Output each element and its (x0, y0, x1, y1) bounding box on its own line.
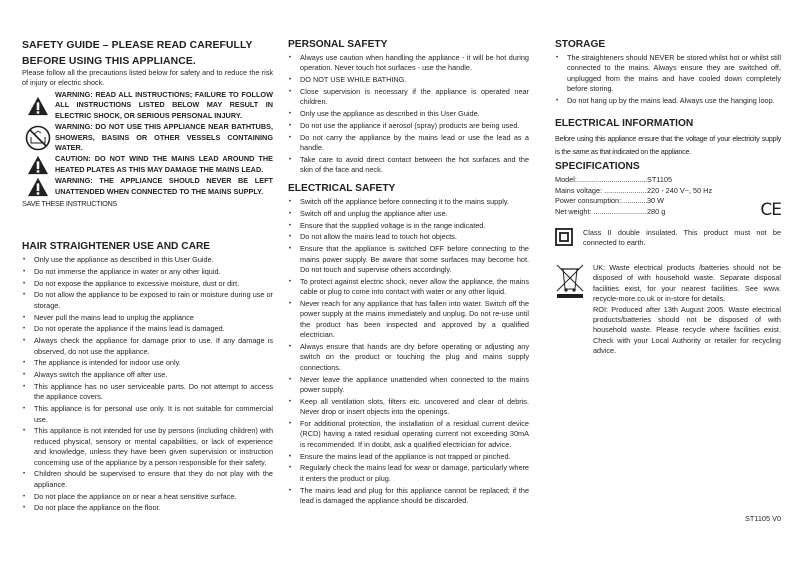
list-item: • This appliance is for personal use only. It is not suitable for commercial use. (22, 404, 273, 425)
list-item: • Never leave the appliance unattended when connected to the mains power supply. (288, 375, 529, 396)
list-item: • DO NOT USE WHILE BATHING. (288, 75, 529, 85)
section-heading: SPECIFICATIONS (555, 161, 640, 172)
warning-text: WARNING: READ ALL INSTRUCTIONS; FAILURE TO FOLLOW ALL INSTRUCTIONS LISTED BELOW MAY RESULT IN ELECTRIC SHOCK, OR SERIOUS PERSONAL INJURY. (55, 90, 273, 120)
spec-label: Power consumption: ..... (555, 196, 647, 207)
spec-row (555, 175, 781, 186)
use-care-section (22, 240, 273, 515)
list-item: • Always switch the appliance off after use. (22, 370, 273, 380)
spec-row (555, 207, 781, 218)
class-ii-note (555, 228, 781, 251)
list-item: • Ensure that the supplied voltage is in the range indicated. (288, 221, 529, 231)
bullet-list (555, 53, 781, 106)
list-item: • Only use the appliance as described in this User Guide. (22, 255, 273, 265)
list-item: • Close supervision is necessary if the appliance is operated near children. (288, 87, 529, 108)
list-item: • Always use caution when handling the appliance - it will be hot during operation. Never touch hot surfaces - use the handle. (288, 53, 529, 74)
no-water-icon (22, 125, 54, 151)
list-item: • Always check the appliance for damage prior to use. If any damage is observed, do not use the appliance. (22, 336, 273, 357)
list-item: • The appliance is intended for indoor use only. (22, 358, 273, 368)
warning-text: WARNING: DO NOT USE THIS APPLIANCE NEAR BATHTUBS, SHOWERS, BASINS OR OTHER VESSELS CONTAINING WATER. (55, 122, 273, 153)
list-item: • Always ensure that hands are dry before operating or adjusting any switch on the product or touching the plug and mains supply connections. (288, 342, 529, 373)
intro-text: Please follow all the precautions listed below for safety and to reduce the risk of injury or electric shock. (22, 68, 273, 88)
list-item: • Children should be supervised to ensure that they do not play with the appliance. (22, 469, 273, 490)
warning-triangle-icon (22, 155, 54, 175)
warning-item (22, 90, 273, 121)
personal-safety-section (288, 38, 529, 177)
spec-value: 280 g (647, 206, 666, 216)
list-item: • The mains lead and plug for this appliance cannot be replaced; if the lead is damaged the appliance should be discarded. (288, 486, 529, 507)
warning-item (22, 176, 273, 197)
bullet-list (288, 53, 529, 176)
electrical-info-section (555, 117, 781, 158)
list-item: • Do not expose the appliance to excessive moisture, dust or dirt. (22, 279, 273, 289)
section-heading: STORAGE (555, 39, 606, 50)
list-item: • Switch off the appliance before connecting it to the mains supply. (288, 197, 529, 207)
list-item: • Do not allow the mains lead to touch hot objects. (288, 232, 529, 242)
list-item: • Switch off and unplug the appliance after use. (288, 209, 529, 219)
section-heading: PERSONAL SAFETY (288, 39, 388, 50)
ce-mark-icon: CE (760, 200, 781, 220)
crossed-bin-icon (555, 263, 593, 304)
electrical-safety-section (288, 182, 529, 508)
list-item: • Do not operate the appliance if the mains lead is damaged. (22, 324, 273, 334)
list-item: • Ensure that the appliance is switched OFF before connecting to the mains power supply. Be aware that some surfaces may become hot. Do not touch and supervise others accordingly. (288, 244, 529, 275)
storage-section (555, 38, 781, 108)
list-item: • Do not allow the appliance to be exposed to rain or moisture during use or storage. (22, 290, 273, 311)
section-heading: ELECTRICAL INFORMATION (555, 118, 694, 129)
list-item: • To protect against electric shock, never allow the appliance, the mains cable or plug to come into contact with water or any other liquid. (288, 277, 529, 298)
list-item: • Only use the appliance as described in this User Guide. (288, 109, 529, 119)
list-item: • Never pull the mains lead to unplug the appliance (22, 313, 273, 323)
warnings-list (22, 90, 273, 209)
spec-label: Model: ..... (555, 175, 647, 186)
bullet-list (22, 255, 273, 514)
class-ii-double-square-icon (555, 228, 583, 251)
save-instructions: SAVE THESE INSTRUCTIONS (22, 199, 118, 209)
list-item: • Do not use the appliance if aerosol (spray) products are being used. (288, 121, 529, 131)
spec-value: 30 W (647, 196, 665, 206)
specifications-section (555, 160, 781, 220)
weee-note (555, 263, 781, 357)
warning-triangle-icon (22, 96, 54, 116)
weee-roi-text: ROI: Produced after 13th August 2005. Waste electrical products/batteries should not be disposed of with household waste. Please recycle where facilities exist. Check with your Local Authority or retailer for recycling advice. (593, 304, 781, 356)
spec-label: Mains voltage: ..... (555, 186, 647, 197)
spec-row (555, 196, 781, 207)
page-title: SAFETY GUIDE – PLEASE READ CAREFULLY BEFORE USING THIS APPLIANCE. (22, 40, 253, 67)
document-version: ST1105 V0 (745, 514, 781, 523)
list-item: • Do not hang up by the mains lead. Always use the hanging loop. (555, 96, 781, 106)
weee-uk-text: UK: Waste electrical products /batteries should not be disposed of with household waste. Separate disposal facilities exist, for your nearest facilities. See www. recycle-more.co.uk or in-store for details. (593, 263, 781, 304)
list-item: • Do not place the appliance on the floor. (22, 503, 273, 513)
list-item: • Ensure the mains lead of the appliance is not trapped or pinched. (288, 452, 529, 462)
list-item: • Keep all ventilation slots, filters etc. uncovered and clear of debris. Never drop or insert objects into the openings. (288, 397, 529, 418)
spec-value: 220 - 240 V~, 50 Hz (647, 185, 713, 195)
section-heading: HAIR STRAIGHTENER USE AND CARE (22, 241, 211, 252)
bullet-list (288, 197, 529, 506)
list-item: • The straighteners should NEVER be stored whilst hot or whilst still connected to the mains. Always ensure they are switched off, unplugged from the mains and have cooled down completely before storing. (555, 53, 781, 95)
warning-triangle-icon (22, 177, 54, 197)
spec-label: Net weight: ..... (555, 207, 647, 218)
list-item: • Regularly check the mains lead for wear or damage, particularly where it enters the product or plug. (288, 463, 529, 484)
section-heading: ELECTRICAL SAFETY (288, 183, 396, 194)
warning-text: CAUTION: DO NOT WIND THE MAINS LEAD AROUND THE HEATED PLATES AS THIS MAY DAMAGE THE MAINS LEAD. (55, 154, 273, 174)
warning-text: WARNING: THE APPLIANCE SHOULD NEVER BE LEFT UNATTENDED WHEN CONNECTED TO THE MAINS SUPPLY. (55, 176, 273, 196)
warning-item (22, 122, 273, 153)
list-item: • This appliance is not intended for use by persons (including children) with reduced physical, sensory or mental capabilities, or lack of experience and knowledge, unless they have been given supervision or instruction concerning use of the appliance by a person responsible for their safety. (22, 426, 273, 468)
spec-row (555, 186, 781, 197)
list-item: • This appliance has no user serviceable parts. Do not attempt to access the appliance covers. (22, 382, 273, 403)
warning-item (22, 154, 273, 175)
list-item: • Do not immerse the appliance in water or any other liquid. (22, 267, 273, 277)
list-item: • Do not place the appliance on or near a heat sensitive surface. (22, 492, 273, 502)
electrical-info-text: Before using this appliance ensure that the voltage of your electricity supply is the same as that indicated on the appliance. (555, 134, 781, 156)
list-item: • For additional protection, the installation of a residual current device (RCD) having a rated residual operating current not exceeding 30mA is recommended. If in doubt, ask a qualified electrician for advice. (288, 419, 529, 450)
class-ii-text: Class II double insulated. This product must not be connected to earth. (583, 228, 781, 248)
spec-value: ST1105 (647, 175, 673, 184)
list-item: • Take care to avoid direct contact between the hot surfaces and the skin of the face and neck. (288, 155, 529, 176)
list-item: • Never reach for any appliance that has fallen into water. Switch off the power supply at the mains immediately and unplug. Do not re-use until the product has been inspected and approved by a qualified electrician. (288, 299, 529, 341)
list-item: • Do not carry the appliance by the mains lead or use the lead as a handle. (288, 133, 529, 154)
